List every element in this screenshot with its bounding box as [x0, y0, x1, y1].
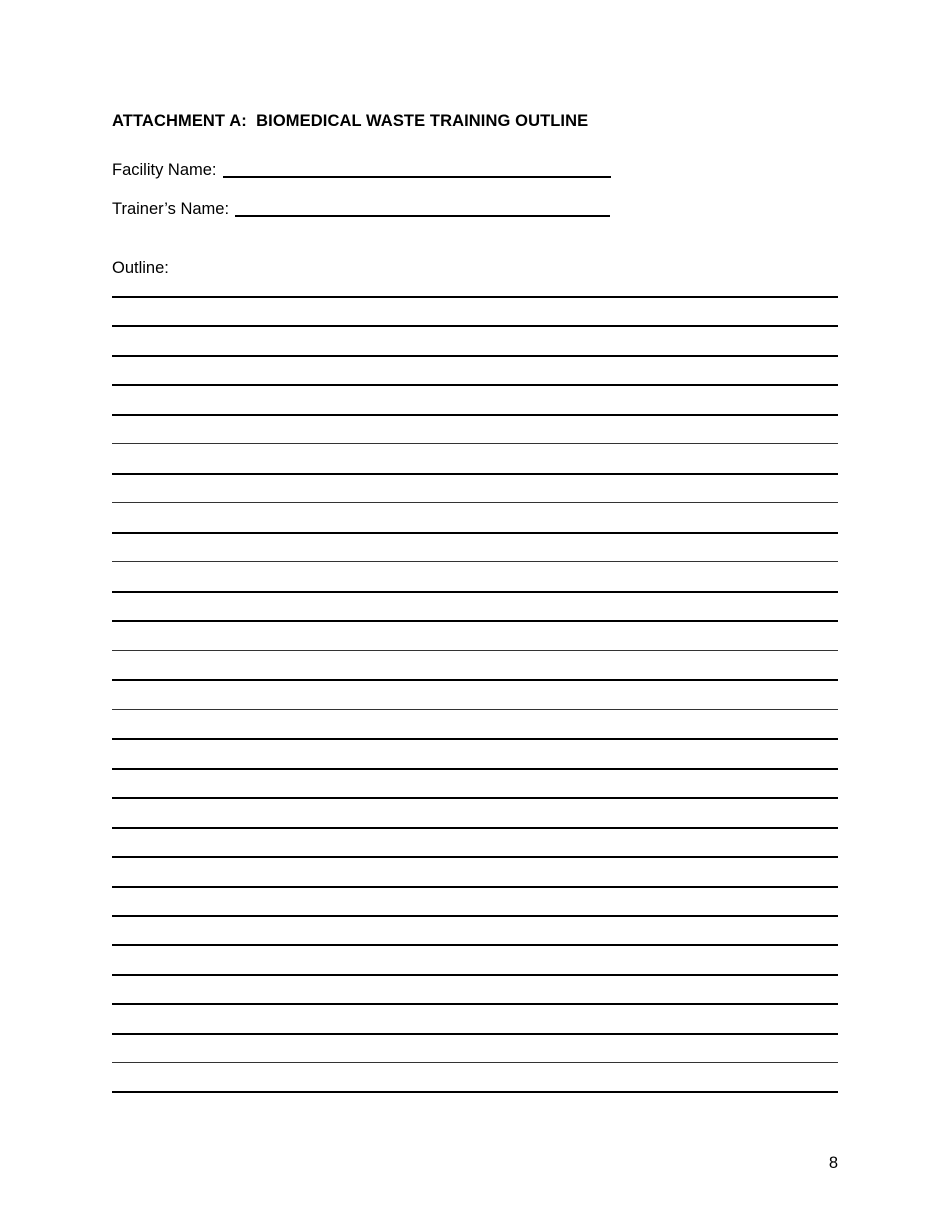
outline-line [112, 296, 838, 298]
outline-writing-lines[interactable] [112, 0, 838, 1230]
outline-line [112, 561, 838, 562]
outline-line [112, 502, 838, 503]
outline-line [112, 620, 838, 622]
outline-line [112, 443, 838, 444]
outline-line [112, 325, 838, 327]
outline-line [112, 1033, 838, 1035]
outline-line [112, 738, 838, 740]
outline-line [112, 591, 838, 593]
outline-line [112, 679, 838, 681]
outline-line [112, 886, 838, 888]
outline-line [112, 974, 838, 976]
outline-line [112, 650, 838, 651]
outline-line [112, 1091, 838, 1093]
outline-line [112, 1062, 838, 1063]
outline-line [112, 355, 838, 357]
outline-line [112, 384, 838, 386]
outline-line [112, 915, 838, 917]
outline-line [112, 827, 838, 829]
outline-line [112, 709, 838, 710]
outline-line [112, 1003, 838, 1005]
trainer-name-label: Trainer’s Name: [112, 200, 230, 218]
facility-name-label: Facility Name: [112, 161, 217, 179]
outline-line [112, 768, 838, 770]
outline-line [112, 473, 838, 475]
outline-line [112, 856, 838, 858]
outline-line [112, 944, 838, 946]
page-title: ATTACHMENT A: BIOMEDICAL WASTE TRAINING OUTLINE [112, 112, 589, 130]
outline-line [112, 797, 838, 799]
outline-line [112, 414, 838, 416]
outline-line [112, 532, 838, 534]
page-number: 8 [828, 1154, 838, 1172]
outline-label: Outline: [112, 259, 169, 277]
